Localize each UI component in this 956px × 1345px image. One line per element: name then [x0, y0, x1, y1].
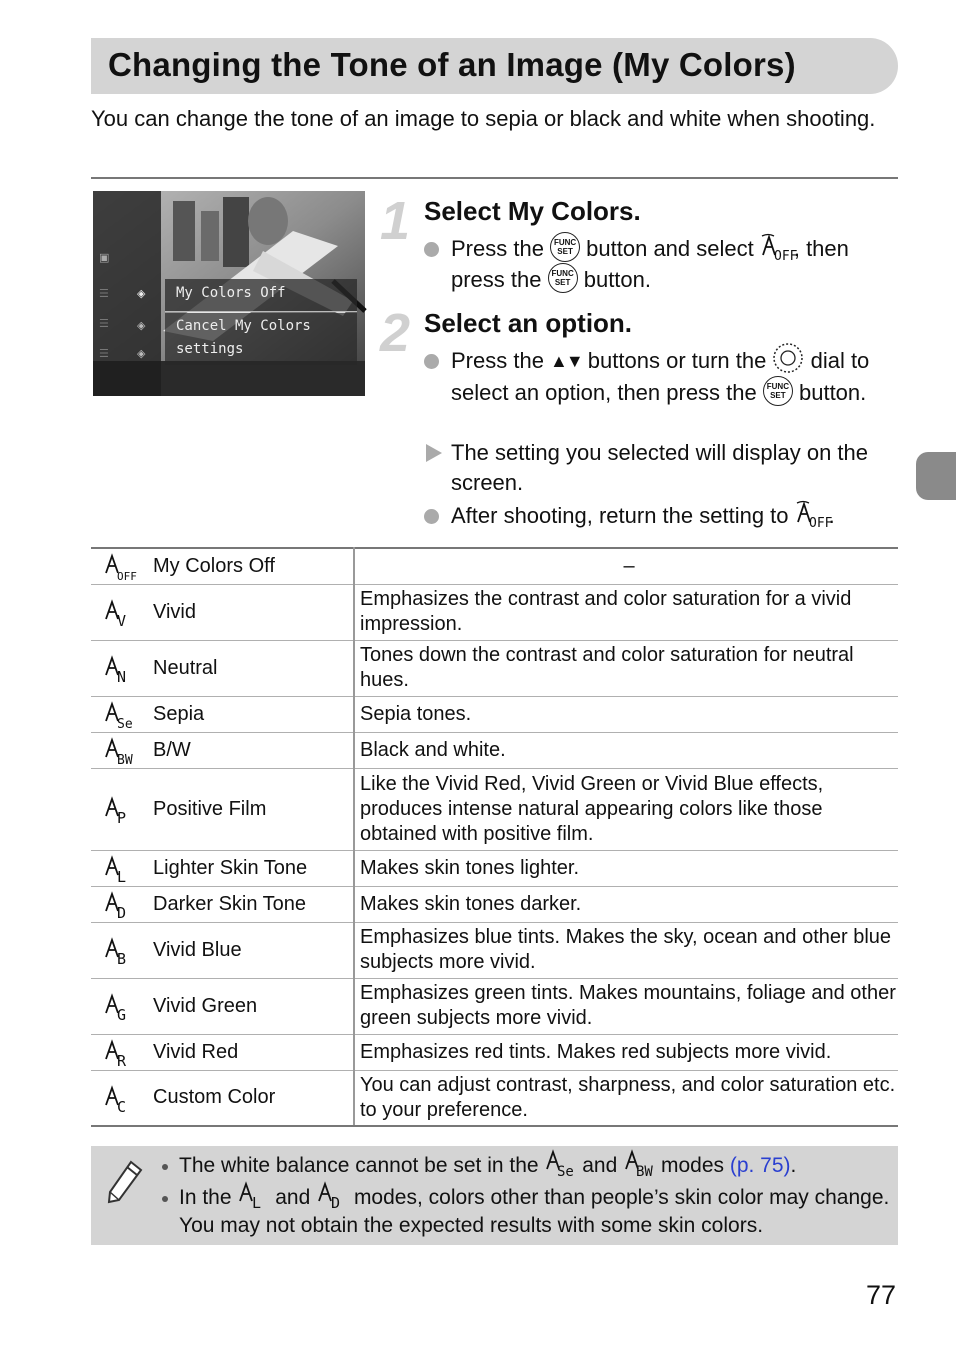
row-name: Vivid Green	[153, 978, 354, 1034]
table-row	[91, 886, 898, 922]
my-colors-mode-icon	[103, 597, 137, 630]
intro-text: You can change the tone of an image to sepia or black and white when shooting.	[91, 106, 876, 131]
row-description: –	[354, 548, 898, 584]
table-row	[91, 640, 898, 696]
camera-panel-line1: Cancel My Colors	[176, 318, 311, 334]
result-arrow-icon	[426, 444, 442, 462]
row-description: Makes skin tones lighter.	[354, 850, 898, 886]
my-colors-mode-icon	[103, 889, 137, 922]
bullet-dot	[424, 242, 439, 257]
svg-text:D: D	[331, 1194, 341, 1213]
row-icon-cell	[91, 696, 153, 732]
row-icon-cell	[91, 640, 153, 696]
row-icon-cell	[91, 548, 153, 584]
svg-text:N: N	[117, 668, 127, 686]
step-2-title: Select an option.	[424, 308, 633, 338]
svg-text:L: L	[252, 1194, 262, 1213]
menu-vivid-icon: ◈	[137, 320, 146, 332]
step-2-bullet-after: After shooting, return the setting to OFF .	[424, 501, 899, 531]
svg-text:C: C	[117, 1097, 127, 1116]
page-number: 77	[866, 1280, 897, 1310]
menu-icon-4: ☰	[99, 348, 109, 360]
my-colors-mode-icon	[103, 991, 137, 1024]
section-divider	[91, 177, 898, 179]
chapter-tab	[916, 452, 956, 500]
note-line-1: The white balance cannot be set in the Se and BW modes (p. 75).	[162, 1152, 892, 1180]
my-colors-off-icon	[795, 500, 833, 532]
svg-text:Se: Se	[117, 717, 133, 732]
svg-text:BW: BW	[117, 753, 133, 768]
table-row	[91, 696, 898, 732]
row-icon-cell	[91, 850, 153, 886]
row-name: Positive Film	[153, 768, 354, 850]
pencil-icon	[105, 1158, 145, 1206]
row-icon-cell	[91, 1070, 153, 1126]
svg-text:G: G	[117, 1006, 127, 1024]
table-row	[91, 850, 898, 886]
svg-text:R: R	[117, 1052, 127, 1070]
bw-mode-icon	[623, 1149, 655, 1181]
my-colors-mode-icon	[103, 653, 137, 686]
step-1-title: Select My Colors.	[424, 196, 641, 226]
up-down-arrow-icon: ▲▼	[550, 351, 582, 371]
my-colors-mode-icon	[103, 1083, 137, 1116]
row-description: Makes skin tones darker.	[354, 886, 898, 922]
row-icon-cell	[91, 584, 153, 640]
menu-icon-3: ☰	[99, 318, 109, 330]
row-name: Custom Color	[153, 1070, 354, 1126]
svg-text:OFF: OFF	[773, 249, 798, 265]
row-description: Sepia tones.	[354, 696, 898, 732]
camera-selected-label: My Colors Off	[176, 285, 286, 301]
title-bar	[91, 38, 898, 94]
svg-text:B: B	[117, 950, 127, 968]
row-icon-cell	[91, 922, 153, 978]
row-description: Emphasizes the contrast and color saturation for a vivid impression.	[354, 584, 898, 640]
row-icon-cell	[91, 886, 153, 922]
svg-text:Se: Se	[557, 1164, 575, 1181]
note-bullet	[162, 1164, 168, 1170]
step-2-bullet: Press the ▲▼ buttons or turn the dial to select an option, then press the FUNC SET button.	[424, 346, 899, 409]
svg-text:D: D	[117, 904, 127, 922]
func-set-icon: FUNC SET	[763, 376, 793, 406]
row-name: Vivid Red	[153, 1034, 354, 1070]
my-colors-mode-icon	[103, 853, 137, 886]
row-description: Emphasizes red tints. Makes red subjects more vivid.	[354, 1034, 898, 1070]
row-name: B/W	[153, 732, 354, 768]
bullet-dot	[424, 354, 439, 369]
svg-text:V: V	[117, 612, 127, 630]
control-dial-icon	[772, 342, 804, 374]
my-colors-mode-icon	[103, 935, 137, 968]
my-colors-mode-icon	[103, 735, 137, 768]
note-line-2: In the L and D modes, colors other than people’s skin color may change. You may not obtain the expected results with some skin colors.	[162, 1184, 892, 1239]
my-colors-mode-icon	[103, 794, 137, 827]
table-row	[91, 584, 898, 640]
func-set-icon: FUNC SET	[548, 263, 578, 293]
camera-panel-line2: settings	[176, 341, 244, 357]
row-name: Vivid Blue	[153, 922, 354, 978]
my-colors-mode-icon	[103, 699, 137, 732]
step-2-result: The setting you selected will display on the screen.	[424, 438, 899, 498]
svg-text:BW: BW	[636, 1164, 653, 1181]
row-description: Like the Vivid Red, Vivid Green or Vivid Blue effects, produces intense natural appearing colors like those obtained with positive film.	[354, 768, 898, 850]
my-colors-table	[91, 547, 898, 1127]
svg-text:P: P	[117, 809, 127, 827]
bullet-dot	[424, 509, 439, 524]
note-bullet	[162, 1196, 168, 1202]
page-title: Changing the Tone of an Image (My Colors)	[108, 46, 796, 83]
menu-neutral-icon: ◈	[137, 348, 146, 360]
row-description: Black and white.	[354, 732, 898, 768]
svg-text:OFF: OFF	[808, 516, 833, 532]
darker-skin-icon	[316, 1181, 348, 1213]
menu-mycolors-icon: ◈	[137, 288, 146, 300]
svg-text:OFF: OFF	[117, 570, 137, 584]
row-name: Lighter Skin Tone	[153, 850, 354, 886]
page-75-link[interactable]: (p. 75)	[729, 1154, 791, 1177]
table-row	[91, 1070, 898, 1126]
table-row	[91, 1034, 898, 1070]
row-icon-cell	[91, 768, 153, 850]
camera-screenshot	[93, 191, 365, 396]
row-name: Vivid	[153, 584, 354, 640]
row-icon-cell	[91, 732, 153, 768]
row-name: Neutral	[153, 640, 354, 696]
lighter-skin-icon	[237, 1181, 269, 1213]
sepia-mode-icon	[544, 1149, 576, 1181]
row-description: Emphasizes green tints. Makes mountains, foliage and other green subjects more vivid.	[354, 978, 898, 1034]
table-row	[91, 978, 898, 1034]
row-icon-cell	[91, 978, 153, 1034]
step-1-number: 1	[380, 191, 411, 251]
table-row	[91, 732, 898, 768]
func-set-icon: FUNC SET	[550, 232, 580, 262]
my-colors-off-icon	[760, 233, 798, 265]
my-colors-mode-icon	[103, 1037, 137, 1070]
row-description: Tones down the contrast and color saturation for neutral hues.	[354, 640, 898, 696]
row-name: Darker Skin Tone	[153, 886, 354, 922]
camera-menu-column	[93, 191, 161, 396]
row-name: My Colors Off	[153, 548, 354, 584]
my-colors-mode-icon	[103, 551, 137, 584]
row-icon-cell	[91, 1034, 153, 1070]
row-description: Emphasizes blue tints. Makes the sky, ocean and other blue subjects more vivid.	[354, 922, 898, 978]
table-row	[91, 922, 898, 978]
menu-icon-1: ▣	[99, 252, 110, 264]
step-1-bullet: Press the FUNC SET button and select OFF , then press the FUNC SET button.	[424, 234, 899, 296]
row-description: You can adjust contrast, sharpness, and color saturation etc. to your preference.	[354, 1070, 898, 1126]
row-name: Sepia	[153, 696, 354, 732]
menu-icon-2: ☰	[99, 288, 109, 300]
step-2-number: 2	[380, 303, 411, 363]
table-row	[91, 768, 898, 850]
svg-text:L: L	[117, 868, 127, 886]
table-row	[91, 548, 898, 584]
note-box	[91, 1146, 898, 1245]
